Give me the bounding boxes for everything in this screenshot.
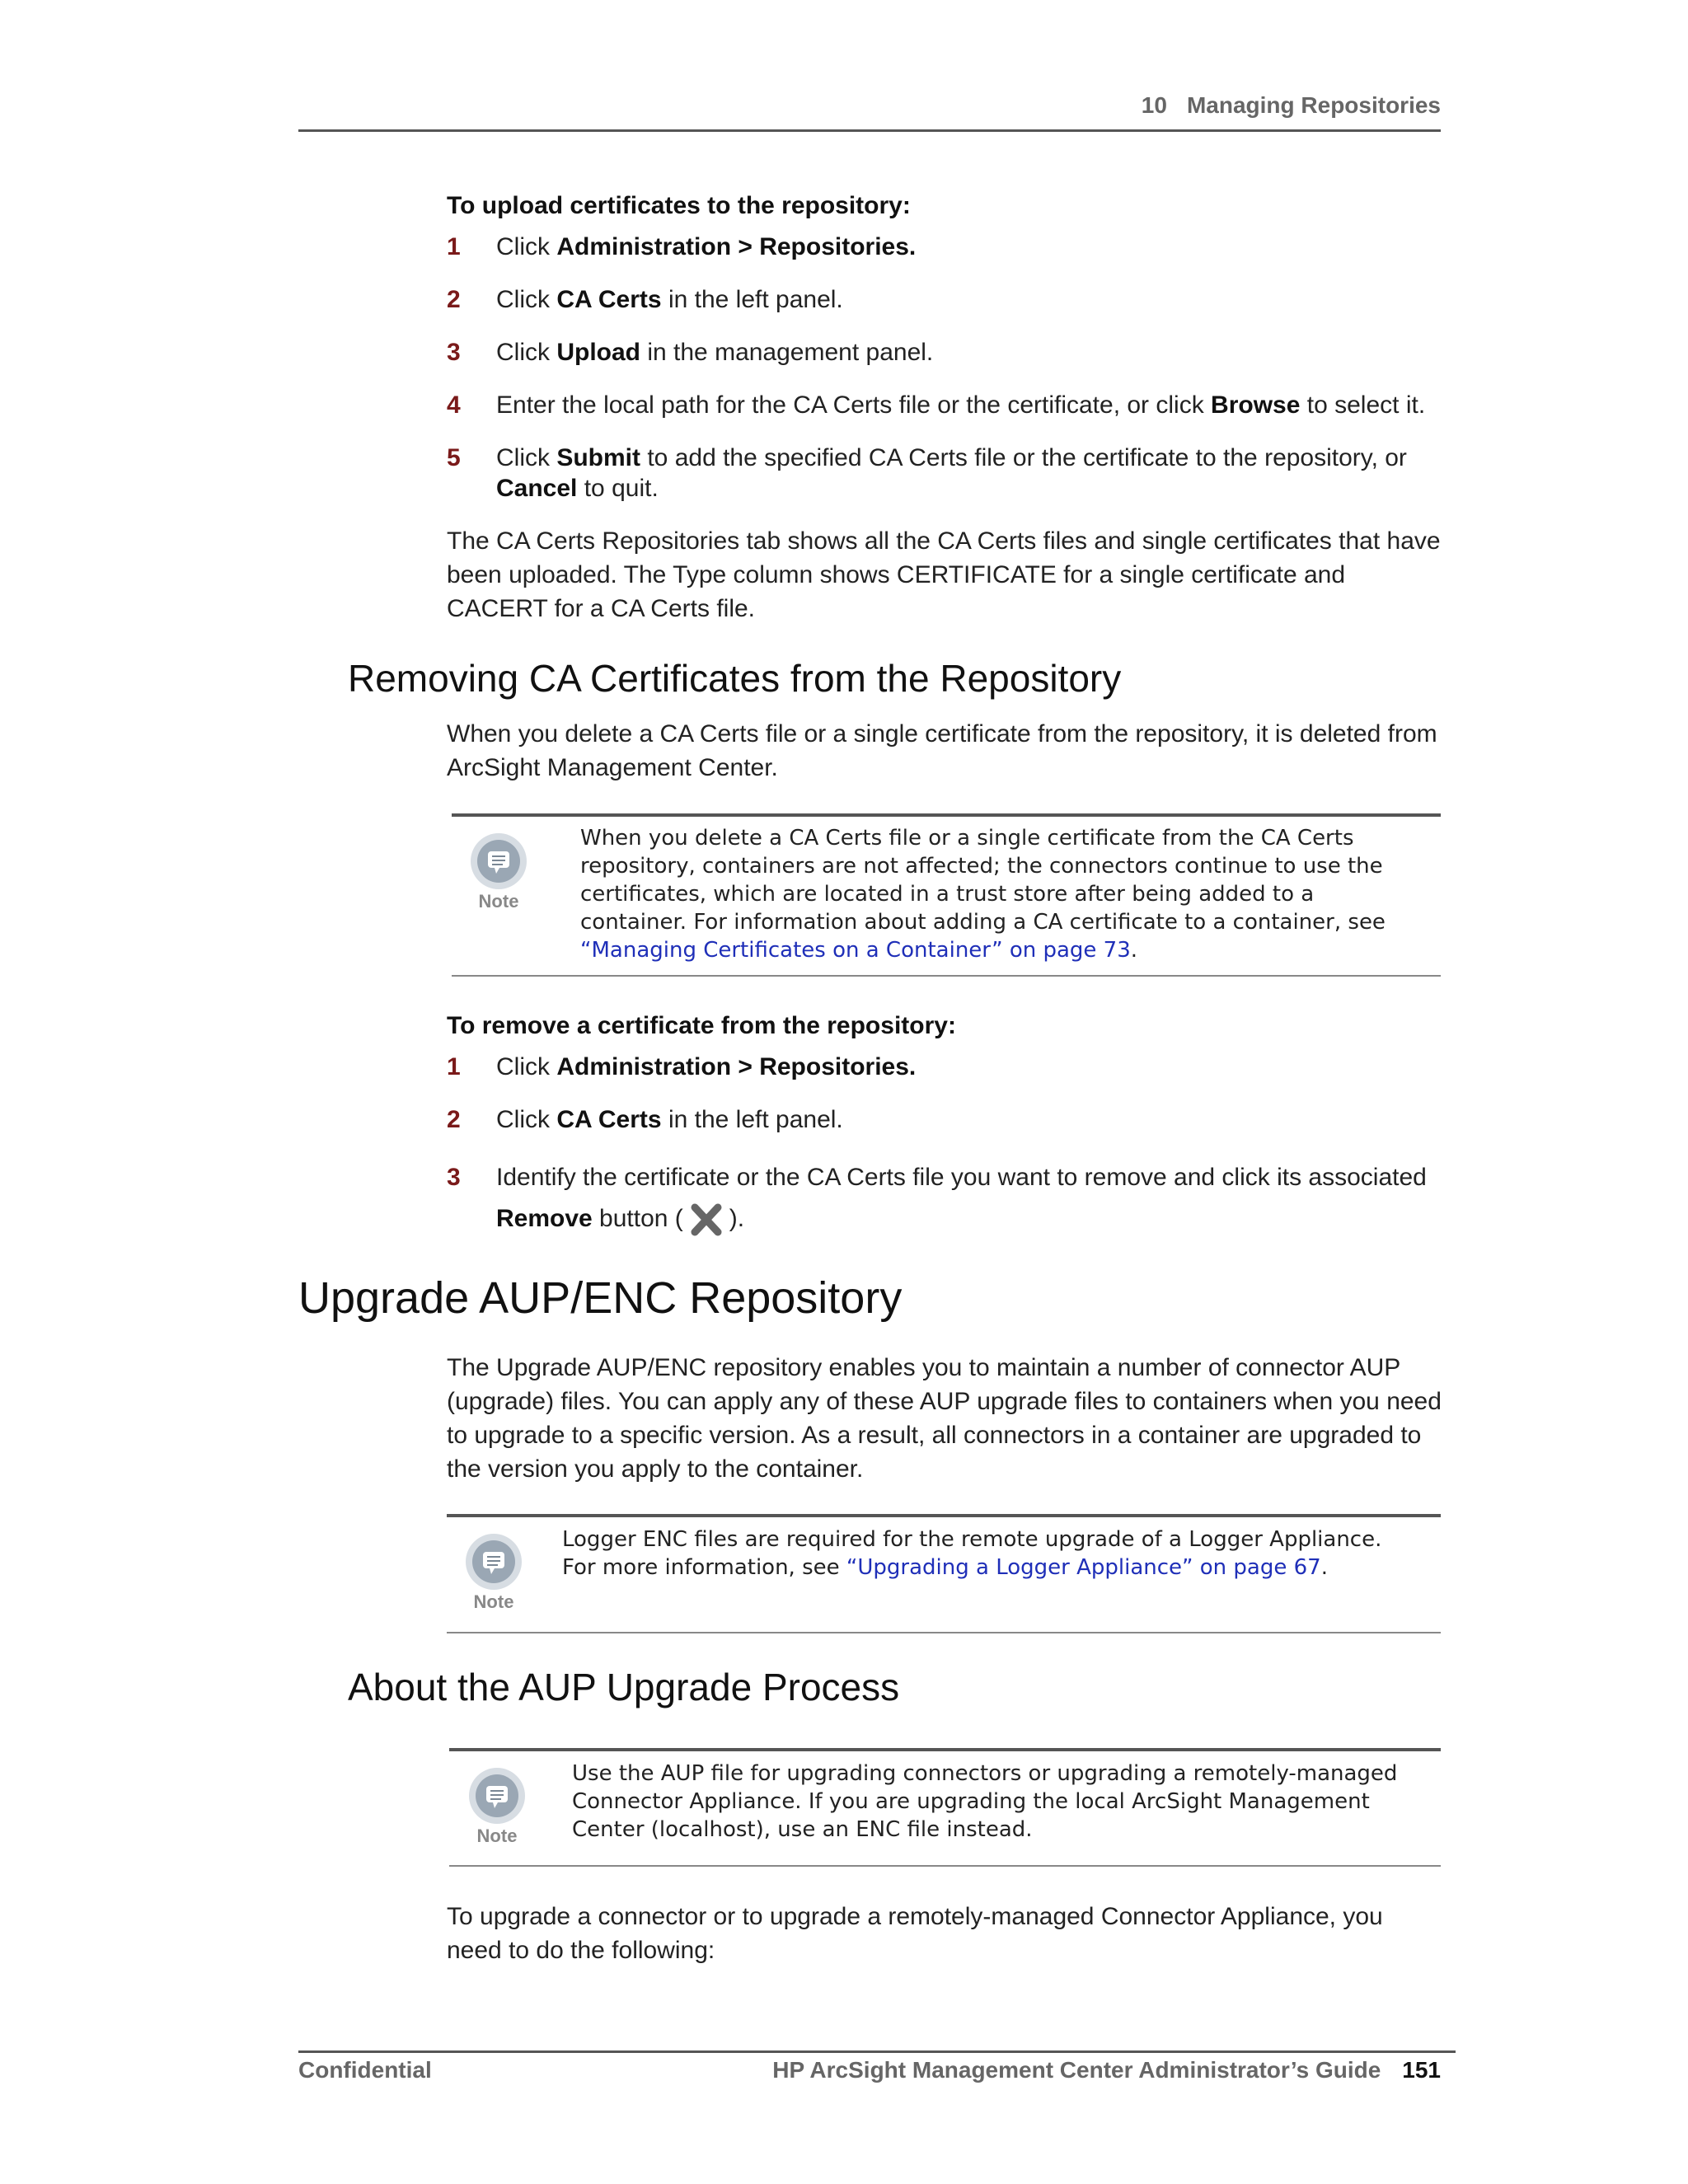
heading-removing-ca-certificates: Removing CA Certificates from the Repository <box>348 657 1122 700</box>
heading-about-aup-upgrade-process: About the AUP Upgrade Process <box>348 1666 900 1708</box>
upload-step-4: 4 Enter the local path for the CA Certs file or the certificate, or click Browse to select it. <box>447 391 1426 419</box>
link-managing-certificates[interactable]: “Managing Certificates on a Container” on page 73 <box>580 938 1131 963</box>
remove-step-2: 2 Click CA Certs in the left panel. <box>447 1106 843 1133</box>
upload-step-2: 2 Click CA Certs in the left panel. <box>447 286 843 313</box>
remove-step-1: 1 Click Administration > Repositories. <box>447 1053 917 1080</box>
footer-rule <box>298 2050 1456 2053</box>
note-text-about: Use the AUP file for upgrading connectors or upgrading a remotely-managed Connector Appliance. If you are upgrading the local ArcSight Management Center (localhost), use an ENC file instead. <box>572 1761 1398 1842</box>
heading-upgrade-aup-enc-repository: Upgrade AUP/ENC Repository <box>298 1273 903 1323</box>
note-bottom-rule <box>447 1632 1441 1633</box>
step-number: 1 <box>447 1053 461 1080</box>
note-label: Note <box>473 1591 514 1611</box>
link-upgrading-logger-appliance[interactable]: “Upgrading a Logger Appliance” on page 67 <box>846 1555 1321 1580</box>
page-number: 151 <box>1402 2057 1441 2083</box>
footer-left: Confidential <box>298 2057 432 2083</box>
step-number: 2 <box>447 286 461 313</box>
note-icon <box>457 1529 531 1611</box>
step-number: 3 <box>447 339 461 366</box>
note-text-upgrade: Logger ENC files are required for the remote upgrade of a Logger Appliance. For more information, see “Upgrading a Logger Appliance” on page 67. <box>562 1527 1382 1580</box>
removing-paragraph: When you delete a CA Certs file or a single certificate from the repository, it is deleted from ArcSight Management Center. <box>447 720 1437 781</box>
chapter-number: 10 <box>1141 92 1167 118</box>
note-label: Note <box>478 891 519 911</box>
header-rule <box>298 129 1441 132</box>
upload-step-3: 3 Click Upload in the management panel. <box>447 339 934 366</box>
note-icon <box>462 828 536 911</box>
step-number: 5 <box>447 444 461 471</box>
note-top-rule <box>447 1514 1441 1517</box>
upgrade-paragraph: The Upgrade AUP/ENC repository enables you to maintain a number of connector AUP (upgrade) files. You can apply any of these AUP upgrade files to containers when you need to upgrade to a specific version. As a result, all connectors in a container are upgraded to the version you apply to the container. <box>447 1354 1442 1483</box>
footer-right <box>772 2057 1441 2083</box>
note-bottom-rule <box>449 1865 1441 1867</box>
footer-guide-title: HP ArcSight Management Center Administrator’s Guide <box>772 2057 1381 2083</box>
procedure-title-upload: To upload certificates to the repository: <box>447 192 911 219</box>
upload-step-5: 5 Click Submit to add the specified CA Certs file or the certificate to the repository, or Cancel to quit. <box>447 444 1407 502</box>
note-top-rule <box>449 1748 1441 1751</box>
upload-step-1: 1 Click Administration > Repositories. <box>447 233 917 260</box>
remove-step-3: 3 Identify the certificate or the CA Certs file you want to remove and click its associated Remove button ( ). <box>447 1157 1444 1240</box>
chapter-title: Managing Repositories <box>1186 92 1441 118</box>
procedure-title-remove: To remove a certificate from the repository: <box>447 1012 956 1039</box>
note-label: Note <box>476 1825 518 1845</box>
note-top-rule <box>452 813 1441 817</box>
step-number: 3 <box>447 1164 461 1191</box>
step-number: 2 <box>447 1106 461 1133</box>
remove-x-icon <box>687 1202 726 1237</box>
step-number: 1 <box>447 233 461 260</box>
about-paragraph: To upgrade a connector or to upgrade a remotely-managed Connector Appliance, you need to do the following: <box>447 1903 1383 1964</box>
step-number: 4 <box>447 391 461 419</box>
note-icon <box>460 1763 534 1845</box>
page-header <box>1142 92 1441 119</box>
note-text-removing: When you delete a CA Certs file or a single certificate from the CA Certs repository, containers are not affected; the connectors continue to use the certificates, which are located in a trust store after being added to a container. For information about adding a CA certificate to a container, see “Managing Certificates on a Container” on page 73. <box>580 826 1386 963</box>
note-bottom-rule <box>452 975 1441 977</box>
upload-paragraph: The CA Certs Repositories tab shows all the CA Certs files and single certificates that have been uploaded. The Type column shows CERTIFICATE for a single certificate and CACERT for a CA Certs file. <box>447 527 1441 622</box>
